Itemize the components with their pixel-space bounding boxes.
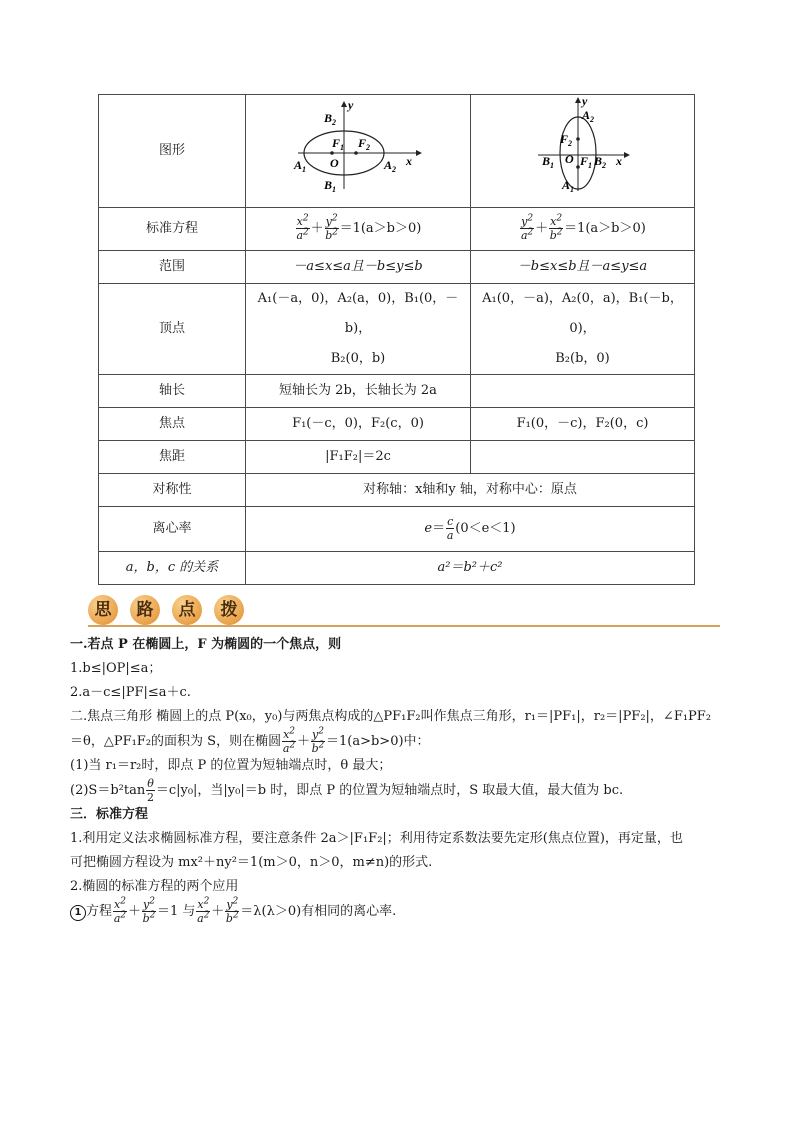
note-line: 2.a－c≤|PF|≤a＋c. (70, 685, 191, 700)
note-line: 1.利用定义法求椭圆标准方程，要注意条件 2a＞|F₁F₂|；利用待定系数法要先定形(焦点位置)，再定量，也 (70, 831, 683, 846)
horizontal-ellipse-figure (246, 95, 471, 208)
notes-section (70, 633, 726, 924)
table-row (99, 95, 695, 208)
svg-text:B2: $B_2$ (324, 111, 337, 127)
note-line: (2)S＝b²tan $\frac{\theta}{2}$ ＝c|y₀|，当|y₀|＝b 时，即点 P 的位置为短轴端点时，S 取最大值，最大值为 bc. (70, 777, 624, 804)
row-label: 对称性 (99, 474, 246, 507)
svg-text:F1: $F_1$ (579, 154, 592, 170)
svg-text:B1: $B_1$ (541, 154, 554, 170)
standard-equation-horizontal: $\frac{x^2}{a^2}$ ＋ $\frac{y^2}{b^2}$ ＝1(a＞b＞0) (246, 208, 471, 251)
svg-text:A2: $A_2$ (581, 108, 594, 124)
note-heading: 一.若点 P 在椭圆上，F 为椭圆的一个焦点，则 (70, 637, 342, 652)
foci-horizontal: F₁(－c，0)，F₂(c，0) (246, 408, 471, 441)
eccentricity: e＝ $\frac{c}{a}$ (0＜e＜1) (246, 507, 695, 552)
vertices-line-2: B₂(0，b) (330, 351, 386, 366)
ellipse-properties-table (98, 94, 695, 585)
svg-text:y: y (581, 95, 587, 108)
note-line: (1)当 r₁＝r₂时，即点 P 的位置为短轴端点时，θ 最大； (70, 758, 392, 773)
note-line: 2.椭圆的标准方程的两个应用 (70, 879, 239, 894)
row-label: 标准方程 (99, 208, 246, 251)
note-line: 二.焦点三角形 椭圆上的点 P(x₀，y₀)与两焦点构成的△PF₁F₂叫作焦点三角形，r₁＝|PF₁|，r₂＝|PF₂|，∠F₁PF₂ (70, 709, 712, 724)
equation-tail: ＝1(a＞b＞0) (339, 221, 422, 236)
vertices-line-1: A₁(－a，0)，A₂(a，0)，B₁(0，－b)， (257, 291, 459, 336)
symmetry: 对称轴：x轴和y 轴，对称中心：原点 (246, 474, 695, 507)
svg-text:O: O (564, 152, 574, 166)
svg-text:x: x (406, 154, 412, 168)
row-label: 焦距 (99, 441, 246, 474)
abc-relation: a²＝b²＋c² (246, 552, 695, 585)
svg-text:B1: $B_1$ (324, 178, 337, 193)
vertices-vertical (471, 284, 695, 375)
svg-text:A1: $A_1$ (561, 178, 574, 194)
vertices-horizontal (246, 284, 471, 375)
range-horizontal: －a≤x≤a且－b≤y≤b (246, 251, 471, 284)
eccentricity-range: (0＜e＜1) (455, 521, 516, 536)
banner-divider (88, 625, 720, 627)
focal-distance: |F₁F₂|＝2c (246, 441, 471, 474)
note-heading: 三．标准方程 (70, 807, 149, 822)
row-label: 焦点 (99, 408, 246, 441)
note-line: 可把椭圆方程设为 mx²＋ny²＝1(m＞0，n＞0，m≠n)的形式. (70, 855, 433, 870)
note-line: ＝θ，△PF₁F₂的面积为 S，则在椭圆 $\frac{x^2}{a^2}$ ＋ $\frac{y^2}{b^2}$ ＝1(a>b>0)中： (70, 726, 430, 755)
equation-tail: ＝1(a＞b＞0) (564, 221, 646, 236)
standard-equation-vertical: $\frac{y^2}{a^2}$ ＋ $\frac{x^2}{b^2}$ ＝1(a＞b＞0) (471, 208, 695, 251)
empty-cell (471, 375, 695, 408)
note-line: 1 方程 $\frac{x^2}{a^2}$ ＋ $\frac{y^2}{b^2}$ ＝1 与 $\frac{x^2}{a^2}$ ＋ $\frac{y^2}{b^2}$ ＝λ(λ＞0)有相同的离心率. (70, 899, 726, 924)
svg-text:y: y (348, 98, 354, 112)
ellipse-vertical-graph (528, 95, 638, 195)
table-row (99, 375, 695, 408)
empty-cell (471, 441, 695, 474)
table-row (99, 408, 695, 441)
svg-text:A1: $A_1$ (294, 158, 307, 174)
table-row (99, 552, 695, 585)
banner-char: 拨 (214, 595, 244, 625)
row-label: 离心率 (99, 507, 246, 552)
table-row (99, 208, 695, 251)
note-line: 1.b≤|OP|≤a； (70, 661, 162, 676)
svg-text:F2: $F_2$ (358, 136, 371, 152)
svg-text:F2: $F_2$ (559, 132, 572, 148)
row-label: a，b，c 的关系 (99, 552, 246, 585)
table-row (99, 474, 695, 507)
svg-text:x: x (615, 154, 622, 168)
row-label: 图形 (99, 95, 246, 208)
range-vertical: －b≤x≤b且－a≤y≤a (471, 251, 695, 284)
vertices-line-2: B₂(b，0) (555, 351, 610, 366)
svg-text:A2: $A_2$ (384, 158, 397, 174)
svg-text:F1: $F_1$ (332, 136, 345, 152)
row-label: 顶点 (99, 284, 246, 375)
svg-text:O: O (330, 156, 339, 170)
banner-char: 思 (88, 595, 118, 625)
foci-vertical: F₁(0，－c)，F₂(0，c) (471, 408, 695, 441)
row-label: 轴长 (99, 375, 246, 408)
table-row (99, 251, 695, 284)
vertices-line-1: A₁(0，－a)，A₂(0，a)，B₁(－b，0)， (482, 291, 683, 336)
section-banner (88, 595, 720, 629)
circled-number-icon: 1 (70, 905, 86, 921)
axis-length: 短轴长为 2b，长轴长为 2a (246, 375, 471, 408)
svg-text:B2: $B_2$ (593, 154, 606, 170)
banner-char: 路 (130, 595, 160, 625)
row-label: 范围 (99, 251, 246, 284)
table-row (99, 507, 695, 552)
vertical-ellipse-figure (471, 95, 695, 208)
ellipse-horizontal-graph (288, 97, 428, 193)
banner-char: 点 (172, 595, 202, 625)
table-row (99, 284, 695, 375)
table-row (99, 441, 695, 474)
